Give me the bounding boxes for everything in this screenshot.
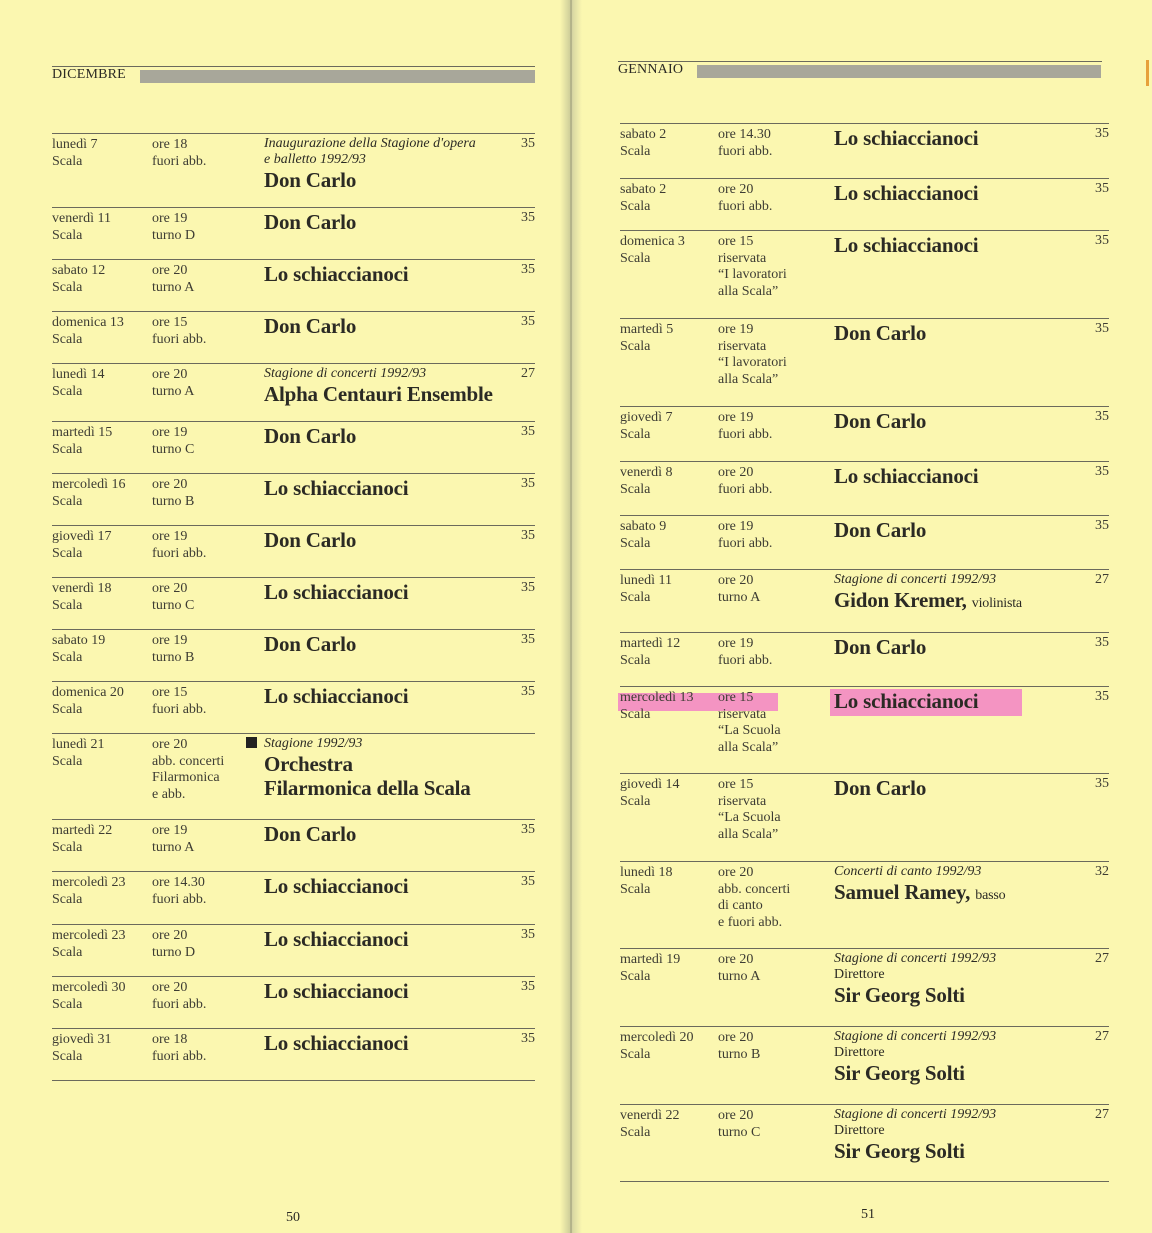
event-details xyxy=(264,527,494,552)
event-number: 35 xyxy=(1095,321,1109,336)
event-details xyxy=(834,1029,1070,1085)
event-date: venerdì 22 Scala xyxy=(620,1108,680,1140)
event-row xyxy=(52,871,535,920)
event-row xyxy=(52,363,535,412)
event-title-text: Lo schiaccianoci xyxy=(264,684,409,708)
event-number: 35 xyxy=(1095,126,1109,141)
event-subtitle xyxy=(834,572,1070,588)
event-row xyxy=(620,318,1109,387)
event-time: ore 20 turno C xyxy=(718,1108,761,1140)
event-date: mercoledì 23 Scala xyxy=(52,928,126,960)
event-row xyxy=(620,569,1109,618)
event-date: lunedì 11 Scala xyxy=(620,573,672,605)
event-number: 35 xyxy=(521,424,535,439)
event-row xyxy=(52,421,535,470)
event-number: 35 xyxy=(521,684,535,699)
event-date: sabato 19 Scala xyxy=(52,633,106,665)
list-end-rule xyxy=(620,1181,1109,1183)
event-details xyxy=(264,821,494,846)
event-date: mercoledì 13 Scala xyxy=(620,690,694,722)
event-title-text: Don Carlo xyxy=(264,528,357,552)
event-title xyxy=(834,1139,1070,1163)
event-title-text: Don Carlo xyxy=(264,424,357,448)
event-title xyxy=(834,1061,1070,1085)
event-title xyxy=(264,262,494,286)
event-row xyxy=(52,207,535,256)
event-number: 35 xyxy=(1095,635,1109,650)
event-date: domenica 3 Scala xyxy=(620,234,685,266)
event-time: ore 20 fuori abb. xyxy=(718,465,773,497)
event-title-text: Lo schiaccianoci xyxy=(834,689,979,713)
event-date: martedì 22 Scala xyxy=(52,823,113,855)
event-role: Direttore xyxy=(834,967,885,982)
month-header-gennaio: GENNAIO xyxy=(618,61,1102,80)
event-details xyxy=(834,688,1070,713)
event-number: 35 xyxy=(1095,233,1109,248)
event-date: martedì 19 Scala xyxy=(620,952,681,984)
event-title xyxy=(834,983,1070,1007)
event-number: 35 xyxy=(1095,409,1109,424)
event-number: 35 xyxy=(521,1031,535,1046)
event-row xyxy=(52,525,535,574)
event-row xyxy=(52,733,535,802)
event-row xyxy=(620,123,1109,172)
event-details xyxy=(264,136,494,192)
event-time: ore 19 fuori abb. xyxy=(718,410,773,442)
event-title xyxy=(264,314,494,338)
event-title-suffix: basso xyxy=(975,888,1006,903)
event-title-suffix: violinista xyxy=(971,596,1022,611)
event-time: ore 20 turno A xyxy=(718,573,761,605)
event-title-text: Gidon Kremer, xyxy=(834,588,967,612)
event-title xyxy=(264,382,494,406)
event-number: 35 xyxy=(521,528,535,543)
event-title xyxy=(264,528,494,552)
event-number: 35 xyxy=(521,136,535,151)
event-details xyxy=(834,232,1070,257)
page-edge-tab xyxy=(1146,60,1149,86)
event-title-text: Sir Georg Solti xyxy=(834,1061,965,1085)
event-date: mercoledì 30 Scala xyxy=(52,980,126,1012)
event-title-text: Don Carlo xyxy=(834,518,927,542)
event-details xyxy=(834,408,1070,433)
event-date: martedì 12 Scala xyxy=(620,636,681,668)
event-title xyxy=(834,518,1070,542)
event-title xyxy=(264,632,494,656)
event-time: ore 14.30 fuori abb. xyxy=(718,127,773,159)
event-title xyxy=(834,635,1070,659)
event-subtitle-text: Stagione di concerti 1992/93 xyxy=(834,1107,997,1122)
event-title xyxy=(834,233,1070,257)
event-date: giovedì 31 Scala xyxy=(52,1032,112,1064)
event-title-text: Don Carlo xyxy=(834,776,927,800)
event-subtitle xyxy=(834,1029,1070,1045)
event-subtitle-text: Stagione di concerti 1992/93 xyxy=(834,951,997,966)
event-date: giovedì 17 Scala xyxy=(52,529,112,561)
event-details xyxy=(834,572,1070,616)
event-number: 35 xyxy=(1095,518,1109,533)
event-subtitle xyxy=(834,864,1070,880)
event-details xyxy=(834,634,1070,659)
event-title xyxy=(834,880,1070,908)
event-details xyxy=(264,683,494,708)
event-details xyxy=(834,775,1070,800)
event-details xyxy=(834,125,1070,150)
event-date: lunedì 21 Scala xyxy=(52,737,105,769)
event-details xyxy=(264,978,494,1003)
event-number: 35 xyxy=(521,476,535,491)
event-time: ore 20 turno B xyxy=(152,477,195,509)
event-number: 35 xyxy=(521,927,535,942)
event-time: ore 18 fuori abb. xyxy=(152,137,207,169)
event-date: venerdì 11 Scala xyxy=(52,211,111,243)
event-date: giovedì 14 Scala xyxy=(620,777,680,809)
event-date: sabato 9 Scala xyxy=(620,519,667,551)
event-time: ore 15 fuori abb. xyxy=(152,685,207,717)
event-title-text: Lo schiaccianoci xyxy=(264,1031,409,1055)
event-row xyxy=(620,515,1109,564)
event-time: ore 19 fuori abb. xyxy=(718,636,773,668)
event-title xyxy=(264,424,494,448)
event-details xyxy=(264,579,494,604)
event-row xyxy=(52,819,535,868)
event-title xyxy=(264,752,476,800)
page-number: 50 xyxy=(286,1210,300,1225)
event-row xyxy=(620,230,1109,299)
event-time: ore 20 fuori abb. xyxy=(718,182,773,214)
event-time: ore 20 turno D xyxy=(152,928,196,960)
event-number: 35 xyxy=(1095,181,1109,196)
event-time: ore 20 turno B xyxy=(718,1030,761,1062)
event-row xyxy=(620,632,1109,681)
event-number: 35 xyxy=(521,580,535,595)
event-title xyxy=(834,776,1070,800)
event-date: domenica 20 Scala xyxy=(52,685,124,717)
event-number: 35 xyxy=(521,822,535,837)
event-title-text: Lo schiaccianoci xyxy=(264,476,409,500)
event-date: sabato 2 Scala xyxy=(620,127,667,159)
event-number: 27 xyxy=(1095,1107,1109,1122)
event-details xyxy=(834,864,1070,908)
event-title-text: Lo schiaccianoci xyxy=(264,979,409,1003)
event-title xyxy=(264,684,494,708)
event-title xyxy=(264,1031,494,1055)
event-title xyxy=(834,588,1070,616)
event-row xyxy=(52,133,535,192)
event-time: ore 19 fuori abb. xyxy=(152,529,207,561)
event-date: lunedì 7 Scala xyxy=(52,137,98,169)
event-details xyxy=(834,180,1070,205)
event-row xyxy=(620,178,1109,227)
event-time: ore 19 turno D xyxy=(152,211,196,243)
list-end-rule xyxy=(52,1080,535,1082)
event-number: 27 xyxy=(521,366,535,381)
event-title-text: Sir Georg Solti xyxy=(834,1139,965,1163)
event-title-text: Lo schiaccianoci xyxy=(264,927,409,951)
event-details xyxy=(264,926,494,951)
event-subtitle-text: Stagione di concerti 1992/93 xyxy=(834,1029,997,1044)
event-role: Direttore xyxy=(834,1123,885,1138)
event-number: 27 xyxy=(1095,572,1109,587)
event-details xyxy=(264,631,494,656)
event-details xyxy=(834,463,1070,488)
event-title-text: Don Carlo xyxy=(264,168,357,192)
event-subtitle-text: Inaugurazione della Stagione d'opera e balletto 1992/93 xyxy=(264,136,476,167)
event-number: 35 xyxy=(1095,776,1109,791)
event-title-text: Lo schiaccianoci xyxy=(834,181,979,205)
event-title-text: Don Carlo xyxy=(834,409,927,433)
event-details xyxy=(834,320,1070,345)
event-title xyxy=(264,822,494,846)
event-details xyxy=(264,423,494,448)
event-title-text: Lo schiaccianoci xyxy=(264,262,409,286)
event-row xyxy=(620,686,1109,755)
event-number: 35 xyxy=(521,210,535,225)
event-date: mercoledì 16 Scala xyxy=(52,477,126,509)
event-date: mercoledì 23 Scala xyxy=(52,875,126,907)
event-time: ore 19 turno A xyxy=(152,823,195,855)
event-subtitle-text: Concerti di canto 1992/93 xyxy=(834,864,982,879)
event-date: venerdì 18 Scala xyxy=(52,581,112,613)
event-date: lunedì 14 Scala xyxy=(52,367,105,399)
event-number: 35 xyxy=(1095,689,1109,704)
event-subtitle xyxy=(264,366,494,382)
event-details xyxy=(264,475,494,500)
event-title-text: Lo schiaccianoci xyxy=(264,874,409,898)
event-title-text: Samuel Ramey, xyxy=(834,880,971,904)
event-row xyxy=(620,1104,1109,1163)
event-subtitle-text: Stagione di concerti 1992/93 xyxy=(264,366,427,381)
event-title xyxy=(264,476,494,500)
event-time: ore 19 riservata “I lavoratori alla Scala” xyxy=(718,322,787,387)
event-title xyxy=(264,874,494,898)
event-time: ore 20 fuori abb. xyxy=(152,980,207,1012)
event-date: venerdì 8 Scala xyxy=(620,465,673,497)
event-subtitle-text: Stagione 1992/93 xyxy=(264,736,363,751)
event-time: ore 19 turno B xyxy=(152,633,195,665)
event-row xyxy=(620,861,1109,930)
event-title-text: Don Carlo xyxy=(264,314,357,338)
event-details xyxy=(264,261,494,286)
event-row xyxy=(52,629,535,678)
event-title-text: Lo schiaccianoci xyxy=(264,580,409,604)
event-number: 35 xyxy=(521,632,535,647)
event-row xyxy=(52,577,535,626)
event-subtitle xyxy=(264,136,494,168)
event-time: ore 15 riservata “La Scuola alla Scala” xyxy=(718,777,781,842)
event-time: ore 18 fuori abb. xyxy=(152,1032,207,1064)
event-row xyxy=(52,924,535,973)
event-details xyxy=(264,1030,494,1055)
event-number: 35 xyxy=(521,979,535,994)
event-row xyxy=(620,773,1109,842)
event-number: 32 xyxy=(1095,864,1109,879)
event-title xyxy=(834,181,1070,205)
event-title-text: Don Carlo xyxy=(834,635,927,659)
event-time: ore 20 abb. concerti di canto e fuori abb. xyxy=(718,865,791,930)
event-title-text: Lo schiaccianoci xyxy=(834,464,979,488)
event-number: 35 xyxy=(521,314,535,329)
event-time: ore 15 riservata “La Scuola alla Scala” xyxy=(718,690,781,755)
event-details xyxy=(246,736,476,800)
event-number: 35 xyxy=(521,874,535,889)
event-subtitle-text: Stagione di concerti 1992/93 xyxy=(834,572,997,587)
event-title xyxy=(834,126,1070,150)
event-details xyxy=(264,313,494,338)
event-details xyxy=(264,209,494,234)
event-date: giovedì 7 Scala xyxy=(620,410,673,442)
event-subtitle xyxy=(246,736,476,752)
event-date: domenica 13 Scala xyxy=(52,315,124,347)
event-time: ore 20 abb. concerti Filarmonica e abb. xyxy=(152,737,225,802)
event-time: ore 14.30 fuori abb. xyxy=(152,875,207,907)
event-title xyxy=(264,168,494,192)
event-details xyxy=(264,366,494,406)
event-details xyxy=(264,873,494,898)
event-date: sabato 2 Scala xyxy=(620,182,667,214)
event-role: Direttore xyxy=(834,1045,885,1060)
event-time: ore 20 turno A xyxy=(718,952,761,984)
event-row xyxy=(52,976,535,1025)
event-title xyxy=(264,210,494,234)
event-title-text: Don Carlo xyxy=(264,822,357,846)
event-number: 27 xyxy=(1095,1029,1109,1044)
event-details xyxy=(834,1107,1070,1163)
book-gutter xyxy=(560,0,582,1233)
event-date: mercoledì 20 Scala xyxy=(620,1030,694,1062)
event-row xyxy=(52,1028,535,1077)
event-details xyxy=(834,517,1070,542)
event-time: ore 15 riservata “I lavoratori alla Scala” xyxy=(718,234,787,299)
event-title xyxy=(834,409,1070,433)
event-row xyxy=(620,948,1109,1007)
event-time: ore 15 fuori abb. xyxy=(152,315,207,347)
event-time: ore 20 turno A xyxy=(152,367,195,399)
event-row xyxy=(52,259,535,308)
event-time: ore 19 turno C xyxy=(152,425,195,457)
square-bullet-icon xyxy=(246,737,257,748)
event-row xyxy=(52,681,535,730)
event-number: 35 xyxy=(521,262,535,277)
event-date: sabato 12 Scala xyxy=(52,263,106,295)
event-title-text: Don Carlo xyxy=(264,210,357,234)
event-subtitle xyxy=(834,1107,1070,1123)
event-subtitle xyxy=(834,951,1070,967)
event-date: martedì 5 Scala xyxy=(620,322,674,354)
event-title xyxy=(264,580,494,604)
event-title-text: Don Carlo xyxy=(264,632,357,656)
event-row xyxy=(620,1026,1109,1085)
event-title-text: Lo schiaccianoci xyxy=(834,233,979,257)
event-row xyxy=(620,406,1109,455)
event-title xyxy=(834,321,1070,345)
event-title xyxy=(834,464,1070,488)
event-title-text: Orchestra Filarmonica della Scala xyxy=(264,752,471,800)
event-details xyxy=(834,951,1070,1007)
event-time: ore 20 turno A xyxy=(152,263,195,295)
event-date: martedì 15 Scala xyxy=(52,425,113,457)
event-title-text: Sir Georg Solti xyxy=(834,983,965,1007)
event-row xyxy=(620,461,1109,510)
event-row xyxy=(52,311,535,360)
event-time: ore 20 turno C xyxy=(152,581,195,613)
event-time: ore 19 fuori abb. xyxy=(718,519,773,551)
event-title xyxy=(264,927,494,951)
event-date: lunedì 18 Scala xyxy=(620,865,673,897)
event-row xyxy=(52,473,535,522)
event-title-text: Don Carlo xyxy=(834,321,927,345)
event-title xyxy=(264,979,494,1003)
event-title-text: Alpha Centauri Ensemble xyxy=(264,382,493,406)
event-number: 27 xyxy=(1095,951,1109,966)
page-number: 51 xyxy=(861,1207,875,1222)
event-title xyxy=(834,689,1070,713)
event-title-text: Lo schiaccianoci xyxy=(834,126,979,150)
month-header-dicembre: DICEMBRE xyxy=(52,66,535,85)
event-number: 35 xyxy=(1095,464,1109,479)
